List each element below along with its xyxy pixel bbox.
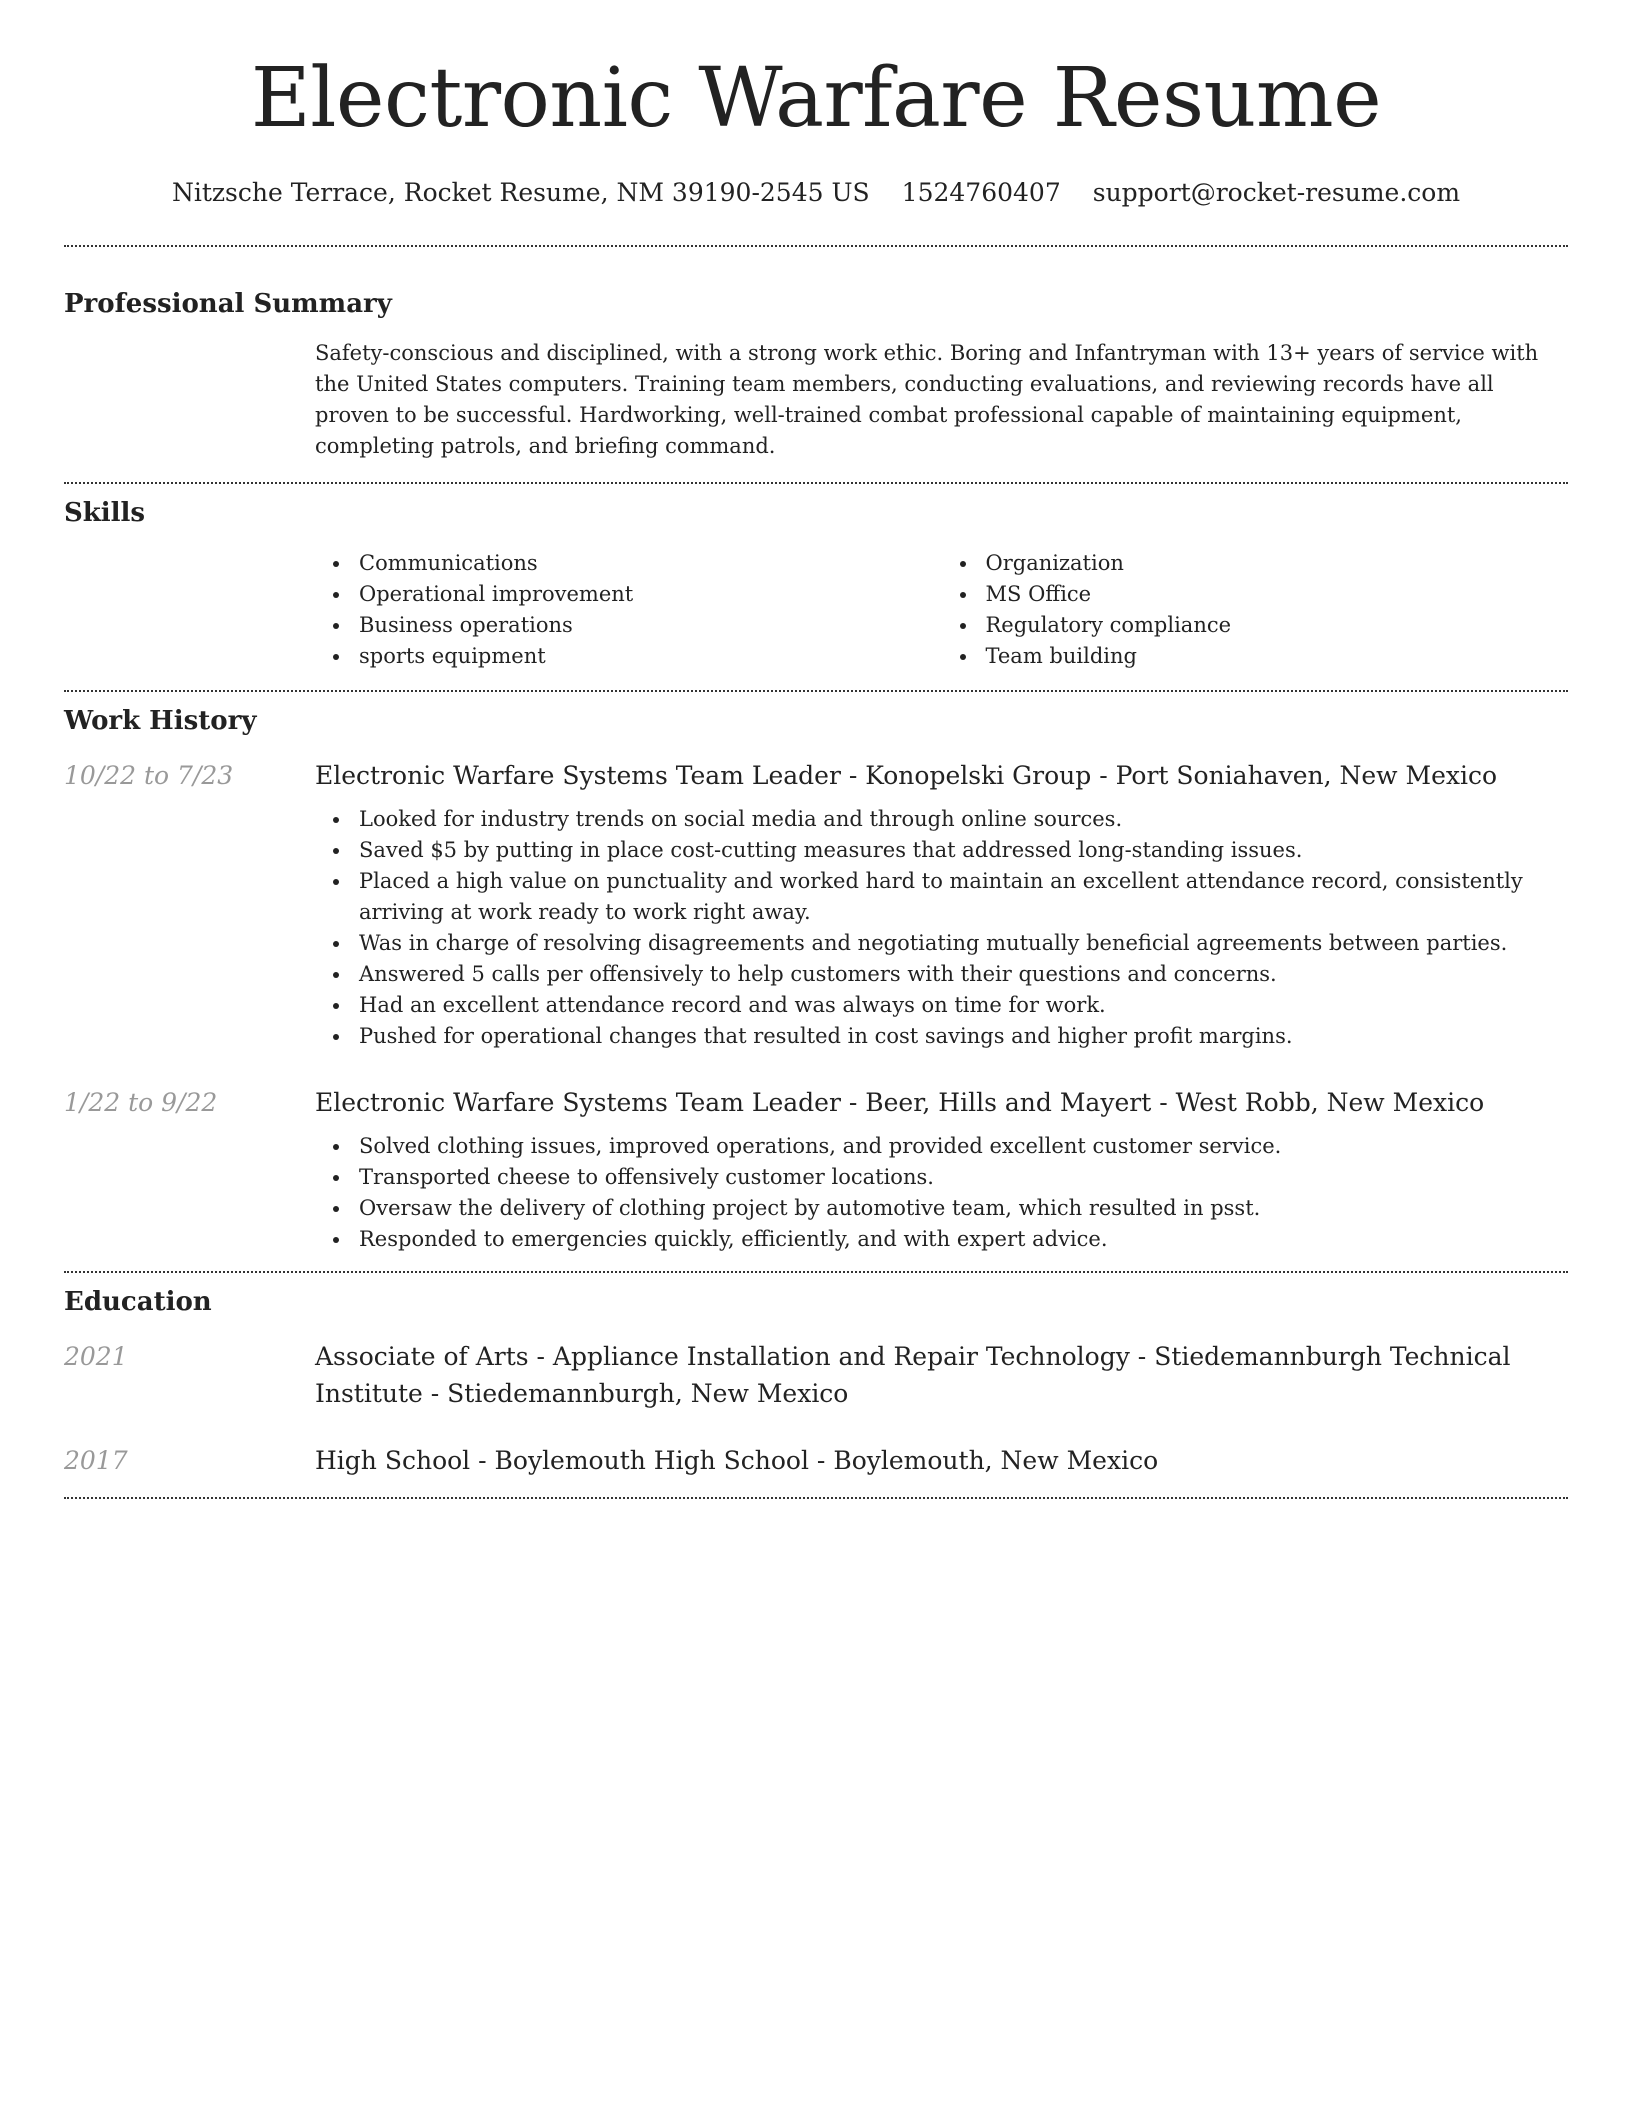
skills-heading: Skills: [64, 498, 146, 529]
divider: [64, 245, 1568, 247]
job-entry: [64, 757, 1568, 1052]
skills-section: [64, 498, 1568, 671]
job-dates: 1/22 to 9/22: [64, 1087, 218, 1117]
job-bullet: Pushed for operational changes that resulted in cost savings and higher profit margins.: [315, 1021, 1568, 1052]
education-entry: [64, 1338, 1568, 1412]
job-title: Electronic Warfare Systems Team Leader - Beer, Hills and Mayert - West Robb, New Mexico: [315, 1087, 1485, 1117]
job-bullets: [315, 1131, 1568, 1255]
skills-list-left: [315, 548, 942, 672]
skill-item: Regulatory compliance: [942, 610, 1569, 641]
resume-header: [64, 0, 1568, 208]
skill-item: Organization: [942, 548, 1569, 579]
education-text: High School - Boylemouth High School - Boylemouth, New Mexico: [315, 1445, 1159, 1475]
job-bullet: Saved $5 by putting in place cost-cutting measures that addressed long-standing issues.: [315, 835, 1568, 866]
education-section: [64, 1287, 1568, 1479]
education-year: 2021: [64, 1341, 128, 1371]
job-entry: [64, 1084, 1568, 1255]
education-text: Associate of Arts - Appliance Installation and Repair Technology - Stiedemannburgh Technical Institute - Stiedemannburgh, New Mexico: [315, 1341, 1511, 1408]
job-bullet: Transported cheese to offensively customer locations.: [315, 1162, 1568, 1193]
job-bullet: Had an excellent attendance record and was always on time for work.: [315, 990, 1568, 1021]
summary-section: [64, 289, 1568, 462]
skill-item: Operational improvement: [315, 579, 942, 610]
contact-email: support@rocket-resume.com: [1092, 178, 1461, 208]
divider: [64, 690, 1568, 692]
job-dates: 10/22 to 7/23: [64, 760, 234, 790]
summary-heading: Professional Summary: [64, 289, 392, 320]
work-section: [64, 706, 1568, 1255]
contact-address: Nitzsche Terrace, Rocket Resume, NM 39190-2545 US: [171, 178, 870, 208]
job-bullet: Solved clothing issues, improved operations, and provided excellent customer service.: [315, 1131, 1568, 1162]
resume-title: Electronic Warfare Resume: [250, 51, 1382, 146]
divider: [64, 1271, 1568, 1273]
skill-item: sports equipment: [315, 641, 942, 672]
education-heading: Education: [64, 1286, 212, 1317]
education-entry: [64, 1442, 1568, 1479]
job-bullet: Placed a high value on punctuality and worked hard to maintain an excellent attendance record, consistently arriving at work ready to work right away.: [315, 866, 1568, 928]
job-bullets: [315, 804, 1568, 1052]
job-title: Electronic Warfare Systems Team Leader - Konopelski Group - Port Soniahaven, New Mexico: [315, 760, 1498, 790]
divider: [64, 482, 1568, 484]
contact-line: [64, 178, 1568, 208]
education-year: 2017: [64, 1445, 128, 1475]
skill-item: Business operations: [315, 610, 942, 641]
job-bullet: Was in charge of resolving disagreements and negotiating mutually beneficial agreements between parties.: [315, 928, 1568, 959]
divider: [64, 1497, 1568, 1499]
job-bullet: Oversaw the delivery of clothing project by automotive team, which resulted in psst.: [315, 1193, 1568, 1224]
job-bullet: Responded to emergencies quickly, efficiently, and with expert advice.: [315, 1224, 1568, 1255]
work-heading: Work History: [64, 705, 257, 736]
summary-text: Safety-conscious and disciplined, with a strong work ethic. Boring and Infantryman with 13+ years of service with the United States computers. Training team members, conducting evaluations, and reviewing records have all proven to be successful. Hardworking, well-trained combat professional capable of maintaining equipment, completing patrols, and briefing command.: [315, 341, 1539, 459]
skills-list-right: [942, 548, 1569, 672]
job-bullet: Looked for industry trends on social media and through online sources.: [315, 804, 1568, 835]
skill-item: Communications: [315, 548, 942, 579]
skill-item: Team building: [942, 641, 1569, 672]
contact-phone: 1524760407: [901, 178, 1061, 208]
skill-item: MS Office: [942, 579, 1569, 610]
job-bullet: Answered 5 calls per offensively to help customers with their questions and concerns.: [315, 959, 1568, 990]
